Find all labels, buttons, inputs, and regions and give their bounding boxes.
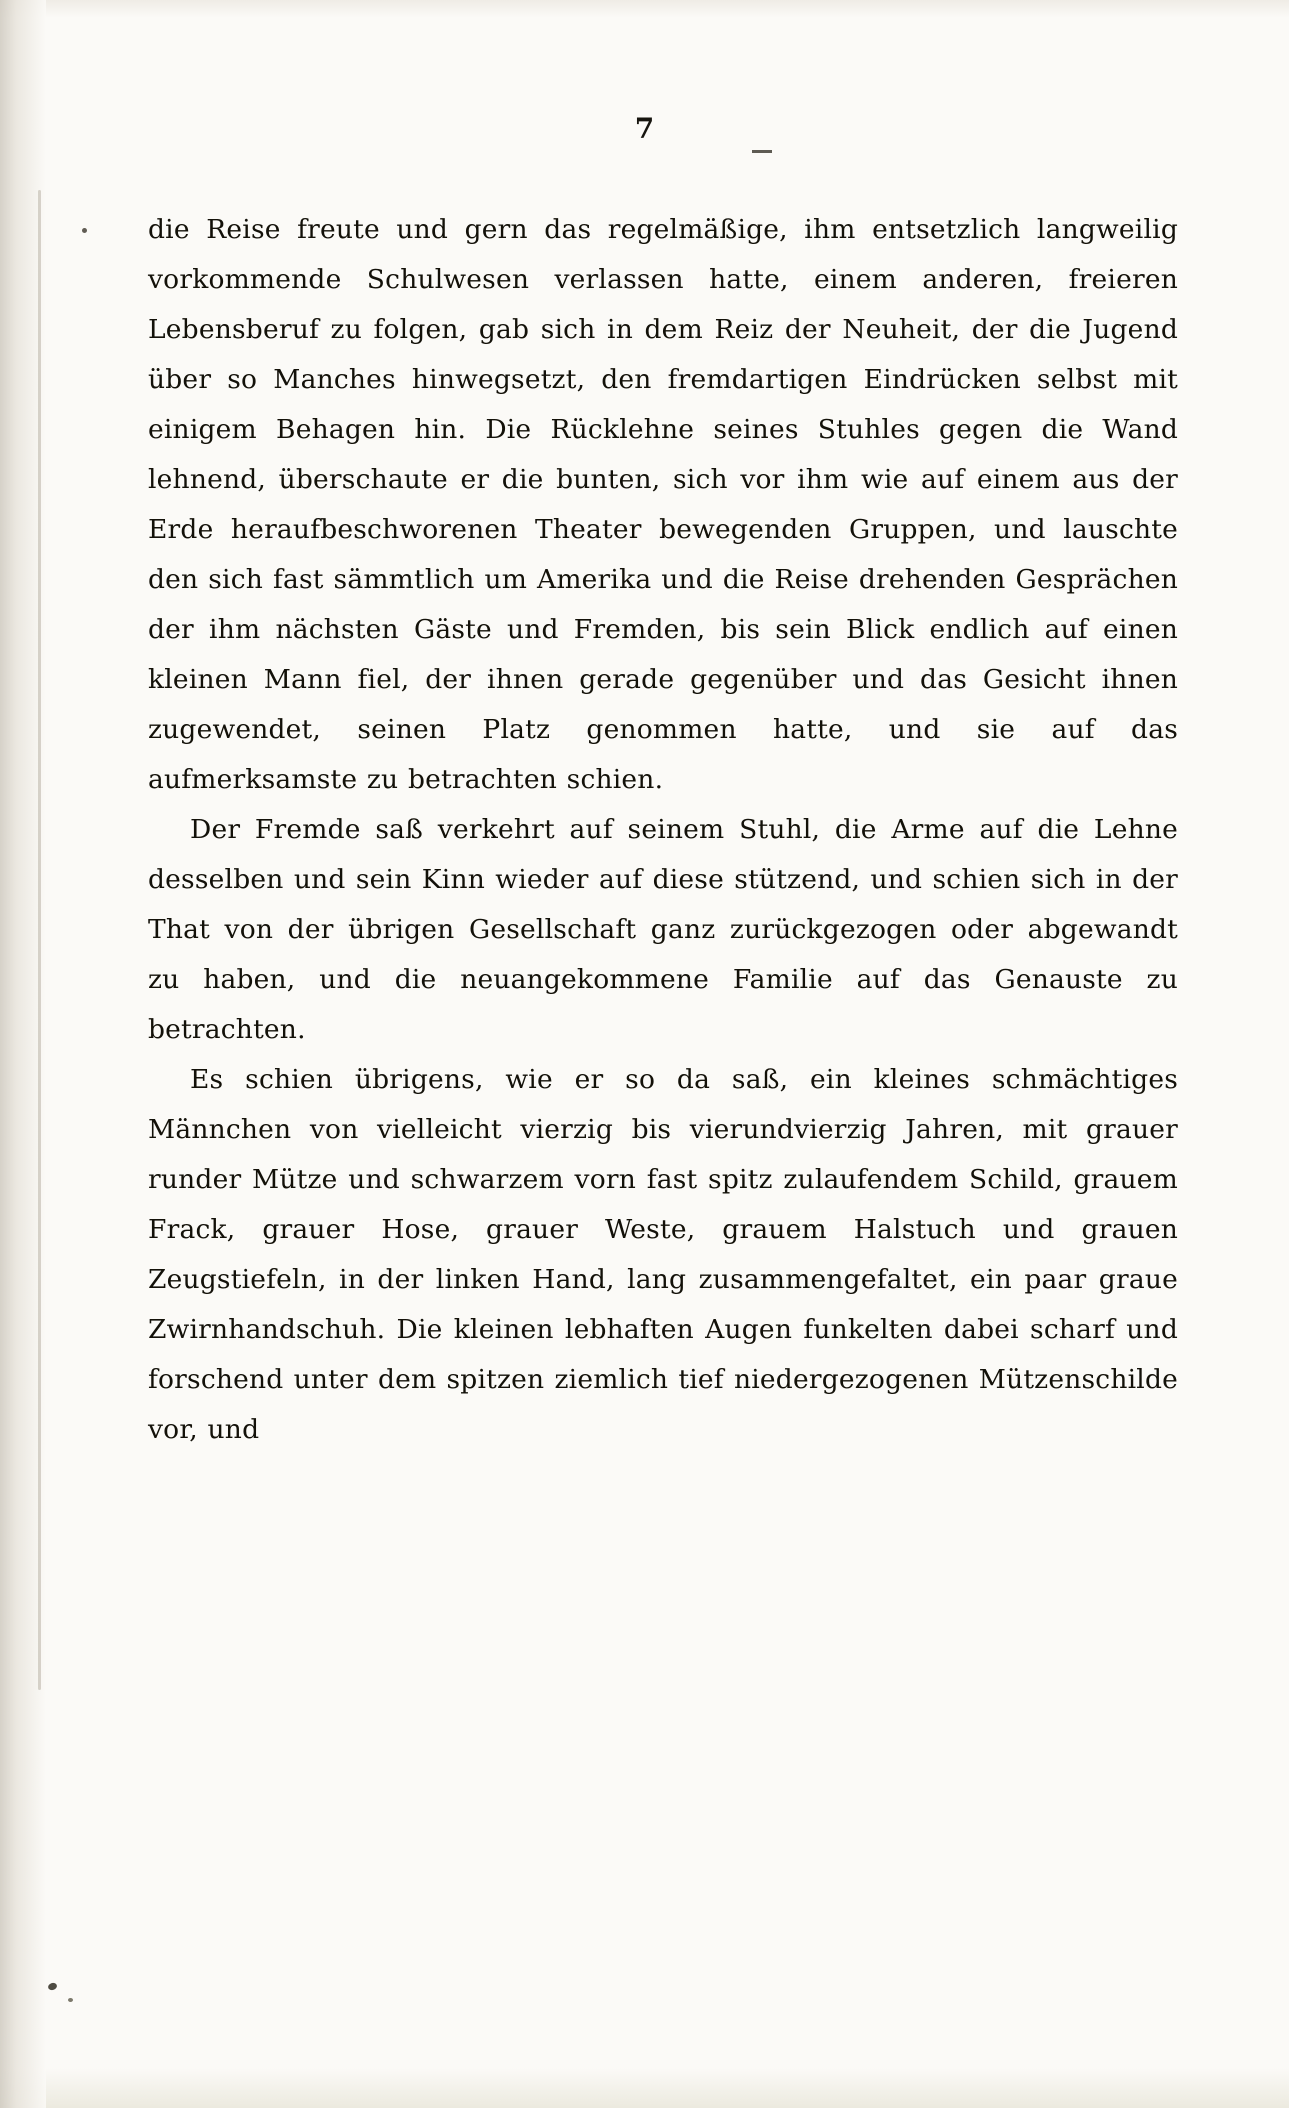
paragraph: Der Fremde saß verkehrt auf seinem Stuhl, die Arme auf die Lehne desselben und sein Kinn wieder auf diese stützend, und schien sich in der That von der übrigen Gesellschaft ganz zurückgezogen oder abgewandt zu haben, und die neuangekommene Familie auf das Genauste zu betrachten. bbox=[148, 814, 1178, 1045]
body-text-column bbox=[148, 205, 1178, 1455]
scan-speck bbox=[68, 1998, 73, 2002]
page-gutter-line bbox=[38, 190, 41, 1690]
paragraph: die Reise freute und gern das regelmäßige, ihm entsetzlich langweilig vorkommende Schulwesen verlassen hatte, einem anderen, freieren Lebensberuf zu folgen, gab sich in dem Reiz der Neuheit, der die Jugend über so Manches hinwegsetzt, den fremdartigen Eindrücken selbst mit einigem Behagen hin. Die Rücklehne seines Stuhles gegen die Wand lehnend, überschaute er die bunten, sich vor ihm wie auf einem aus der Erde heraufbeschworenen Theater bewegenden Gruppen, und lauschte den sich fast sämmtlich um Amerika und die Reise drehenden Gesprächen der ihm nächsten Gäste und Fremden, bis sein Blick endlich auf einen kleinen Mann fiel, der ihnen gerade gegenüber und das Gesicht ihnen zugewendet, seinen Platz genommen hatte, und sie auf das aufmerksamste zu betrachten schien. bbox=[148, 214, 1178, 795]
page-number: 7 bbox=[634, 112, 655, 145]
page-top-edge bbox=[0, 0, 1289, 18]
paragraph: Es schien übrigens, wie er so da saß, ein kleines schmächtiges Männchen von vielleicht vierzig bis vierundvierzig Jahren, mit grauer runder Mütze und schwarzem vorn fast spitz zulaufendem Schild, grauem Frack, grauer Hose, grauer Weste, grauem Halstuch und grauen Zeugstiefeln, in der linken Hand, lang zusammengefaltet, ein paar graue Zwirnhandschuh. Die kleinen lebhaften Augen funkelten dabei scharf und forschend unter dem spitzen ziemlich tief niedergezogenen Mützenschilde vor, und bbox=[148, 1064, 1178, 1445]
scan-speck bbox=[82, 228, 87, 233]
page-bottom-edge bbox=[0, 2068, 1289, 2108]
scan-speck bbox=[47, 1982, 58, 1992]
header-dash-mark bbox=[752, 150, 772, 153]
